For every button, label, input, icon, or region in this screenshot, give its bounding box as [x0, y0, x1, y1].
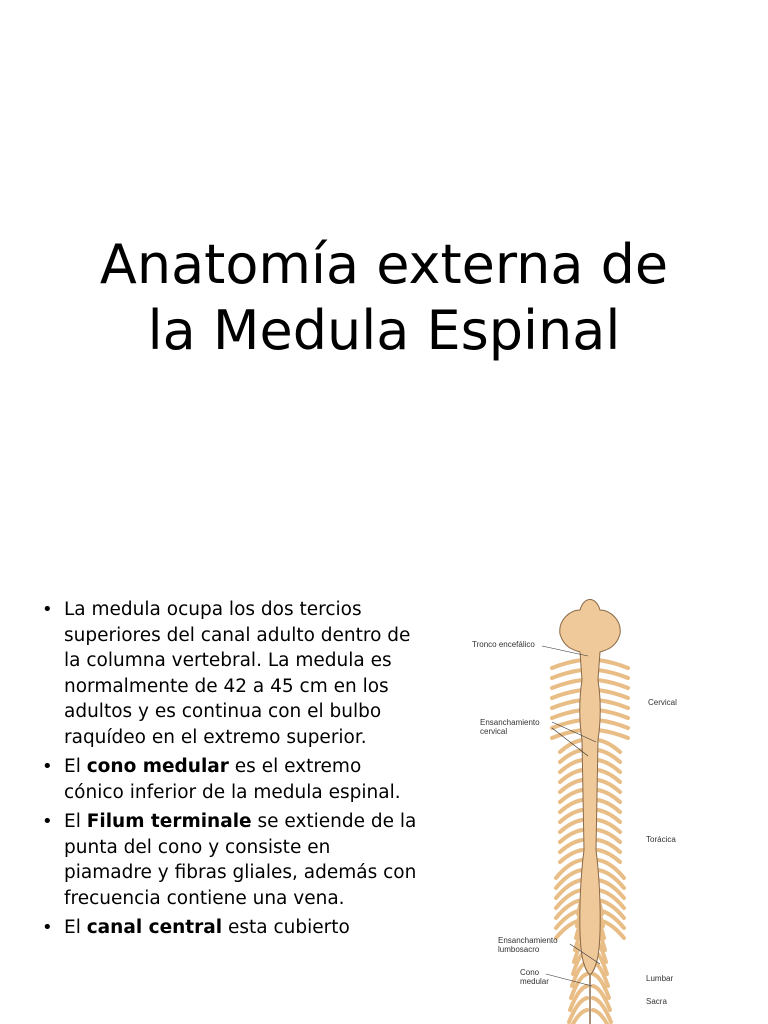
spinal-nerve [552, 700, 582, 708]
content-slide [0, 512, 768, 1024]
bullet-text: El [64, 756, 87, 777]
label-cono-medular: Cono medular [520, 968, 549, 986]
bullet-term: cono medular [86, 756, 229, 777]
bullet-text: se extiende de la punta del cono y consiste en piamadre y fibras gliales, además con frecuencia contiene una vena. [64, 811, 417, 909]
spinal-nerve [598, 710, 628, 718]
bullet-text: El [64, 811, 87, 832]
bullet-item [40, 915, 420, 941]
slide-title [40, 232, 728, 364]
title-line-1: Anatomía externa de [99, 233, 669, 296]
spinal-nerve [552, 660, 582, 668]
bullet-term: Filum terminale [86, 811, 252, 832]
spinal-cord-figure [460, 590, 720, 1024]
title-line-2: la Medula Espinal [147, 299, 621, 362]
spinal-nerve [598, 700, 628, 708]
spinal-nerve [598, 680, 628, 688]
spinal-nerve [552, 690, 582, 698]
bullet-term: canal central [86, 917, 223, 938]
bullet-text: La medula ocupa los dos tercios superiores del canal adulto dentro de la columna vertebral. La medula es normalmente de 42 a 45 cm en los adultos y es continua con el bulbo raquídeo en el extremo superior. [64, 599, 411, 748]
spinal-nerve [598, 720, 628, 728]
spinal-nerve [598, 690, 628, 698]
spinal-nerve [598, 730, 628, 738]
spinal-nerve [552, 680, 582, 688]
spinal-nerve [598, 670, 628, 678]
bullet-list [40, 597, 420, 945]
bullet-item [40, 597, 420, 750]
bullet-item [40, 809, 420, 911]
bullet-item [40, 754, 420, 805]
bullet-text: El [64, 917, 87, 938]
spinal-nerve [552, 710, 582, 718]
label-toracica: Torácica [646, 835, 676, 844]
label-sacra: Sacra [646, 997, 667, 1006]
spinal-nerve [552, 670, 582, 678]
label-ensanchamiento-cervical: Ensanchamiento cervical [480, 718, 540, 736]
bullet-text: esta cubierto [222, 917, 350, 938]
label-cervical: Cervical [648, 698, 677, 707]
label-ensanchamiento-lumbosacro: Ensanchamiento lumbosacro [498, 936, 558, 954]
label-lumbar: Lumbar [646, 974, 674, 983]
label-tronco-encefalico: Tronco encefálico [472, 640, 535, 649]
spinal-nerve [598, 660, 628, 668]
spinal-cord-illustration [460, 590, 720, 1024]
bullet-text: es el extremo cónico inferior de la medula espinal. [64, 756, 401, 803]
